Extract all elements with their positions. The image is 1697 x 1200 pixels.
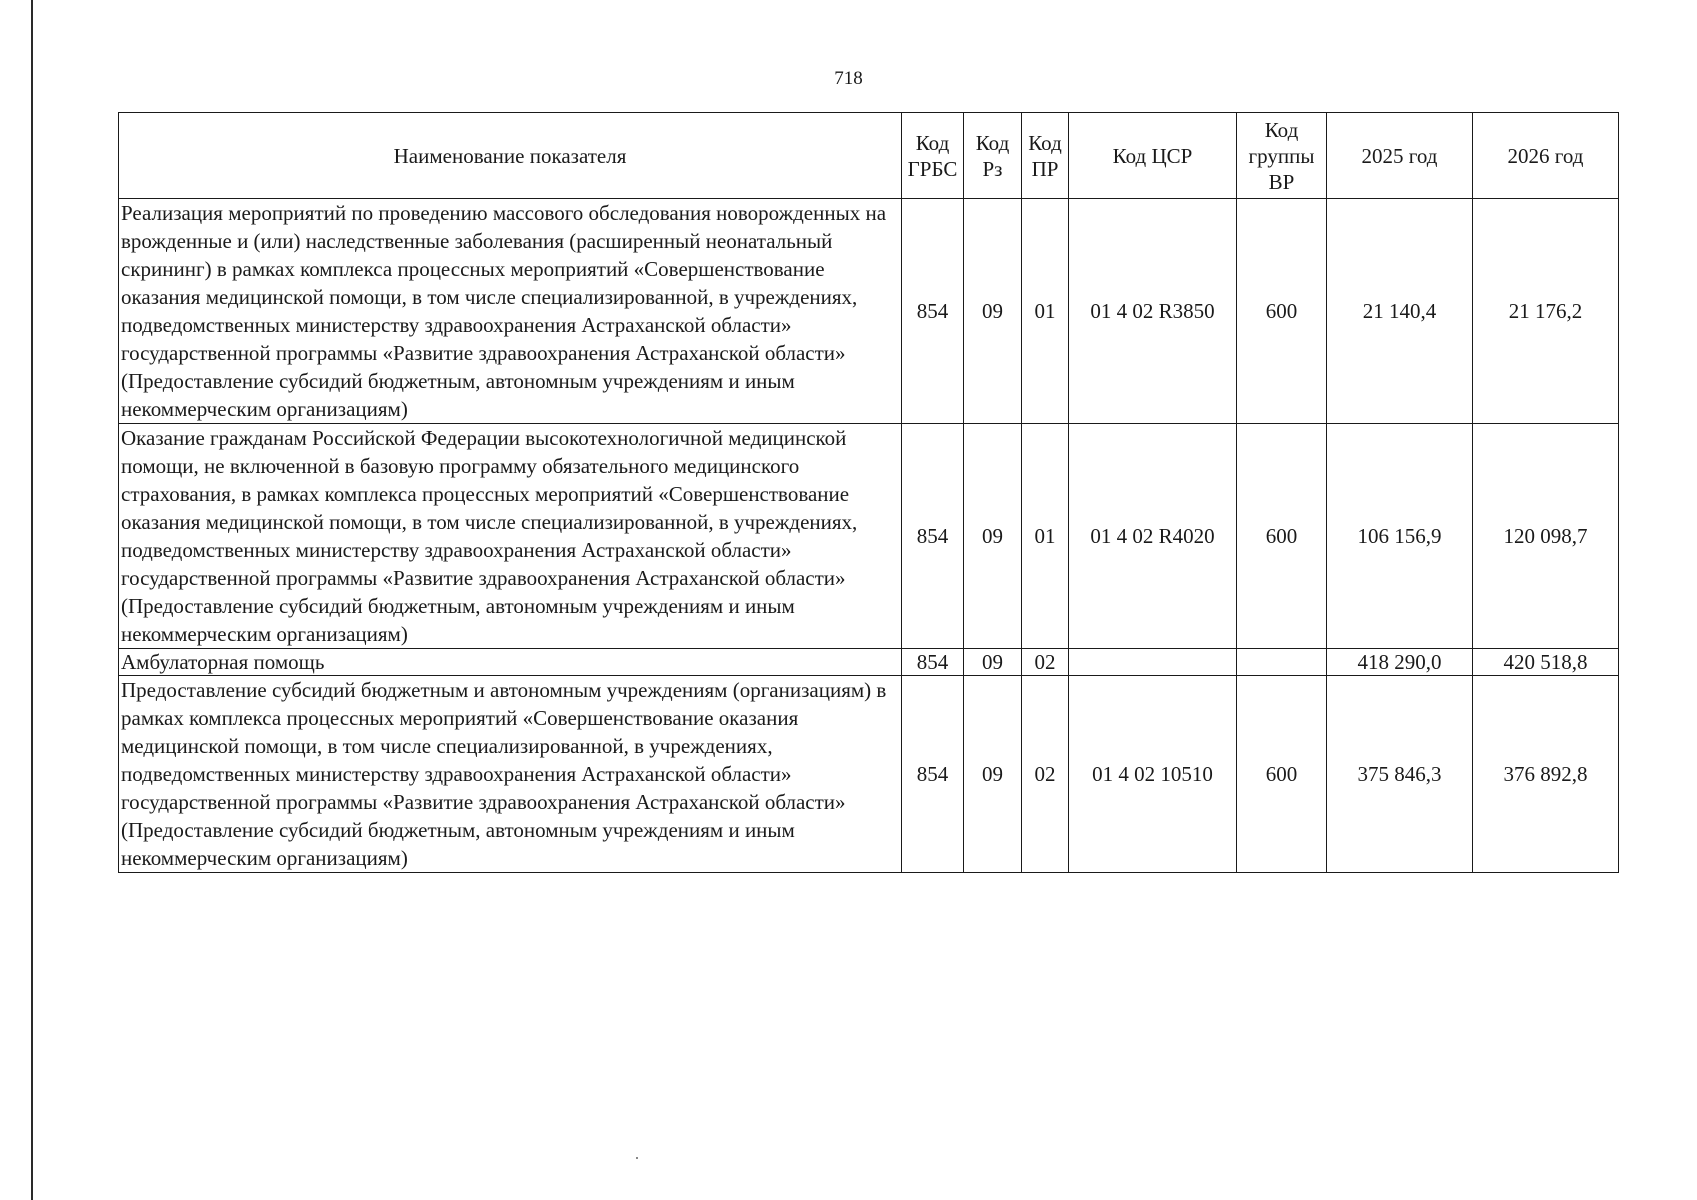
row-name: Реализация мероприятий по проведению массового обследования новорожденных на врожденные и (или) наследственные заболевания (расширенный неонатальный скрининг) в рамках комплекса процессных мероприятий «Совершенствование оказания медицинской помощи, в том числе специализированной, в учреждениях, подведомственных министерству здравоохранения Астраханской области» государственной программы «Развитие здравоохранения Астраханской области» (Предоставление субсидий бюджетным, автономным учреждениям и иным некоммерческим организациям): [119, 199, 902, 424]
row-grbs: 854: [902, 424, 964, 649]
row-name: Амбулаторная помощь: [119, 649, 902, 676]
row-rz: 09: [964, 649, 1022, 676]
binding-margin-line: [31, 0, 33, 1200]
row-name: Оказание гражданам Российской Федерации высокотехнологичной медицинской помощи, не включенной в базовую программу обязательного медицинского страхования, в рамках комплекса процессных мероприятий «Совершенствование оказания медицинской помощи, в том числе специализированной, в учреждениях, подведомственных министерству здравоохранения Астраханской области» государственной программы «Развитие здравоохранения Астраханской области» (Предоставление субсидий бюджетным, автономным учреждениям и иным некоммерческим организациям): [119, 424, 902, 649]
header-row: [119, 113, 1619, 199]
row-vr: 600: [1237, 424, 1327, 649]
row-vr: [1237, 649, 1327, 676]
row-2026: 420 518,8: [1473, 649, 1619, 676]
row-grbs: 854: [902, 199, 964, 424]
header-2025: 2025 год: [1327, 113, 1473, 199]
row-grbs: 854: [902, 676, 964, 873]
row-csr: 01 4 02 R4020: [1069, 424, 1237, 649]
header-vr-line1: Код: [1264, 117, 1299, 142]
row-grbs: 854: [902, 649, 964, 676]
header-grbs-line2: ГРБС: [907, 156, 958, 181]
header-vr: [1237, 113, 1327, 199]
header-rz: [964, 113, 1022, 199]
row-2026: 21 176,2: [1473, 199, 1619, 424]
table-row: [119, 199, 1619, 424]
header-csr: Код ЦСР: [1069, 113, 1237, 199]
header-2026: 2026 год: [1473, 113, 1619, 199]
table-row: [119, 424, 1619, 649]
row-2025: 21 140,4: [1327, 199, 1473, 424]
row-csr: 01 4 02 10510: [1069, 676, 1237, 873]
row-2025: 418 290,0: [1327, 649, 1473, 676]
row-2025: 106 156,9: [1327, 424, 1473, 649]
row-pr: 01: [1022, 199, 1069, 424]
header-grbs-line1: Код: [915, 130, 950, 155]
scan-speck: [636, 1157, 638, 1159]
budget-table: [118, 112, 1619, 873]
header-rz-line2: Рз: [982, 156, 1003, 181]
row-vr: 600: [1237, 199, 1327, 424]
page-number: 718: [834, 68, 863, 89]
header-rz-line1: Код: [975, 130, 1010, 155]
row-2026: 120 098,7: [1473, 424, 1619, 649]
row-rz: 09: [964, 199, 1022, 424]
row-pr: 02: [1022, 676, 1069, 873]
row-rz: 09: [964, 424, 1022, 649]
row-2025: 375 846,3: [1327, 676, 1473, 873]
table-row: [119, 676, 1619, 873]
row-pr: 01: [1022, 424, 1069, 649]
row-csr: 01 4 02 R3850: [1069, 199, 1237, 424]
header-vr-line2: группы: [1248, 143, 1315, 168]
header-vr-line3: ВР: [1268, 169, 1295, 194]
table-row: [119, 649, 1619, 676]
row-2026: 376 892,8: [1473, 676, 1619, 873]
row-pr: 02: [1022, 649, 1069, 676]
header-pr-line2: ПР: [1031, 156, 1059, 181]
header-pr-line1: Код: [1028, 130, 1062, 155]
row-vr: 600: [1237, 676, 1327, 873]
row-csr: [1069, 649, 1237, 676]
header-pr: [1022, 113, 1069, 199]
header-grbs: [902, 113, 964, 199]
row-rz: 09: [964, 676, 1022, 873]
row-name: Предоставление субсидий бюджетным и автономным учреждениям (организациям) в рамках комплекса процессных мероприятий «Совершенствование оказания медицинской помощи, в том числе специализированной, в учреждениях, подведомственных министерству здравоохранения Астраханской области» государственной программы «Развитие здравоохранения Астраханской области» (Предоставление субсидий бюджетным, автономным учреждениям и иным некоммерческим организациям): [119, 676, 902, 873]
header-name: Наименование показателя: [119, 113, 902, 199]
